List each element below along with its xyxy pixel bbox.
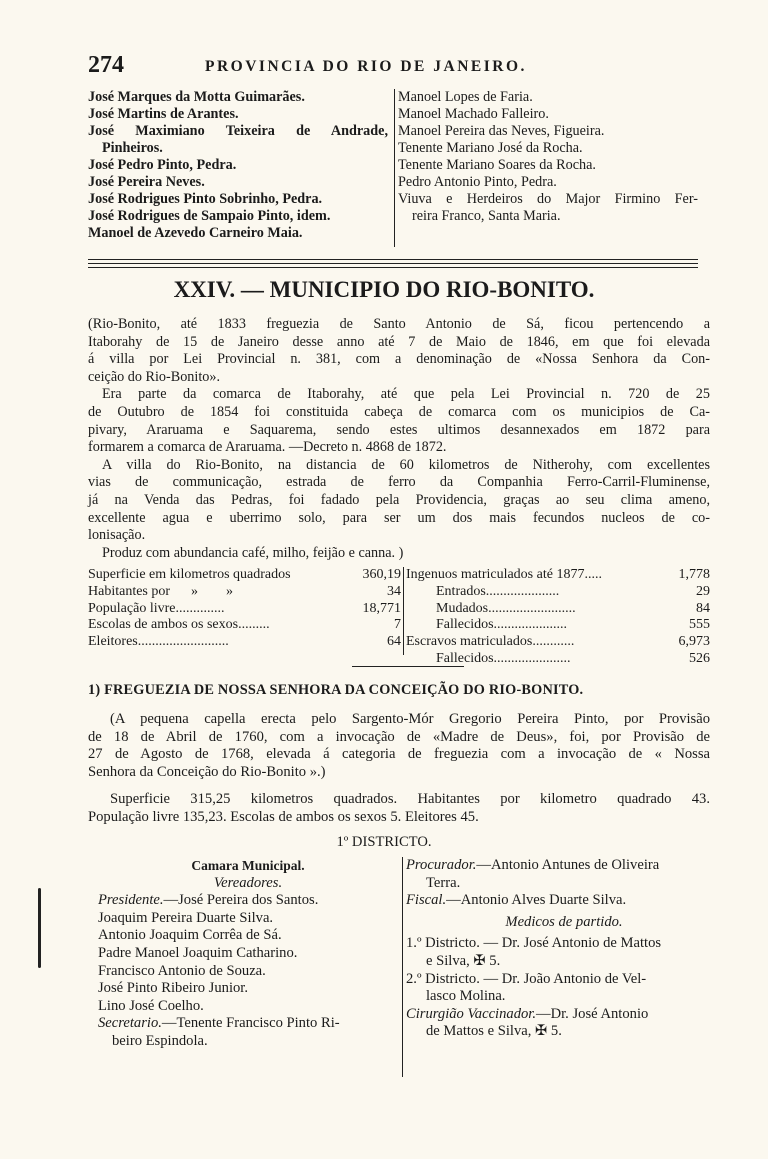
- text-line: ceição do Rio-Bonito».: [88, 368, 220, 385]
- text-line: vias de communicação, estrada de ferro da Companhia Ferro-Carril-Fluminense,: [88, 474, 710, 491]
- stat-row: Mudados......................... 84: [436, 600, 710, 616]
- text-line: 27 de Agosto de 1768, elevada á categoria de freguezia com a invocação de « Nossa: [88, 746, 710, 763]
- stats-left: [88, 567, 401, 651]
- secretary-cont: beiro Espindola.: [112, 1032, 208, 1049]
- running-title: PROVINCIA DO RIO DE JANEIRO.: [205, 58, 527, 75]
- section-intro: [88, 316, 710, 562]
- page-number: 274: [88, 52, 124, 78]
- text-line: Produz com abundancia café, milho, feijão e canna. ): [102, 544, 404, 561]
- list-item: José Rodrigues Pinto Sobrinho, Pedra.: [88, 191, 323, 207]
- district-heading: 1º DISTRICTO.: [336, 834, 432, 850]
- section-title: XXIV. — MUNICIPIO DO RIO-BONITO.: [173, 277, 595, 302]
- stat-row: Superficie em kilometros quadrados 360,19: [88, 567, 401, 582]
- text-line: de 18 de Abril de 1760, com a invocação de «Madre de Deus», foi, por Provisão de: [88, 728, 710, 745]
- list-item: Viuva e Herdeiros do Major Firmino Fer-: [398, 191, 698, 207]
- list-item: Pedro Antonio Pinto, Pedra.: [398, 174, 557, 190]
- procurador: Procurador.—Antonio Antunes de Oliveira: [406, 857, 660, 873]
- medico-2-cont: lasco Molina.: [426, 988, 506, 1005]
- text-line: Itaborahy de 15 de Janeiro desse anno até 7 de Maio de 1846, em que foi elevada: [88, 333, 710, 350]
- text-line: já na Venda das Pedras, foi fadado pela Providencia, graças ao seu clima ameno,: [88, 491, 710, 508]
- text-line: Superficie 315,25 kilometros quadrados. Habitantes por kilometro quadrado 43.: [110, 791, 710, 807]
- list-item: José Maximiano Teixeira de Andrade,: [88, 123, 388, 139]
- fiscal: Fiscal.—Antonio Alves Duarte Silva.: [406, 892, 627, 909]
- text-line: A villa do Rio-Bonito, na distancia de 60 kilometros de Nitherohy, com excellentes: [102, 456, 710, 473]
- stats-divider: [403, 567, 404, 655]
- text-line: lonisação.: [88, 527, 146, 544]
- text-line: População livre 135,23. Escolas de ambos os sexos 5. Eleitores 45.: [88, 808, 479, 825]
- list-item: Manoel Pereira das Neves, Figueira.: [398, 123, 605, 139]
- stat-row: Fallecidos...................... 526: [436, 650, 710, 666]
- list-item: Manoel de Azevedo Carneiro Maia.: [88, 225, 303, 241]
- stat-row: Habitantes por » » 34: [88, 583, 401, 599]
- text-line: de Outubro de 1854 foi constituida cabeça de comarca com os municipios de Ca-: [88, 403, 710, 420]
- list-item: Tenente Mariano Soares da Rocha.: [398, 157, 596, 173]
- text-line: á villa por Lei Provincial n. 381, com a denominação de «Nossa Senhora da Con-: [88, 351, 710, 368]
- stat-row: Escravos matriculados............ 6,973: [406, 634, 710, 650]
- text-line: Senhora da Conceição do Rio-Bonito ».): [88, 763, 326, 780]
- parish-intro: [88, 711, 710, 781]
- procurador-cont: Terra.: [426, 874, 461, 891]
- stat-row: Entrados..................... 29: [436, 583, 710, 599]
- councillors-heading: Vereadores.: [213, 874, 283, 891]
- secretary: Secretario.—Tenente Francisco Pinto Ri-: [98, 1015, 340, 1032]
- stat-row: Eleitores.......................... 64: [88, 634, 401, 650]
- column-divider: [394, 89, 395, 247]
- list-item: Padre Manoel Joaquim Catharino.: [98, 944, 298, 961]
- cirurgiao: Cirurgião Vaccinador.—Dr. José Antonio: [406, 1005, 649, 1022]
- stat-row: Fallecidos..................... 555: [436, 617, 710, 633]
- list-item: José Pinto Ribeiro Junior.: [98, 980, 248, 997]
- text-line: Era parte da comarca de Itaborahy, até que pela Lei Provincial n. 720 de 25: [102, 386, 710, 403]
- list-item: Tenente Mariano José da Rocha.: [398, 140, 583, 156]
- list-item: José Rodrigues de Sampaio Pinto, idem.: [88, 208, 331, 224]
- stats-right: [406, 567, 710, 668]
- text-line: (A pequena capella erecta pelo Sargento-Mór Gregorio Pereira Pinto, por Provisão: [110, 711, 710, 727]
- list-item: Manoel Lopes de Faria.: [398, 89, 533, 105]
- top-list-left: [88, 89, 388, 242]
- stat-row: Ingenuos matriculados até 1877..... 1,778: [406, 567, 710, 582]
- medico-1-cont: e Silva, ✠ 5.: [426, 952, 501, 969]
- list-item: reira Franco, Santa Maria.: [412, 208, 561, 224]
- top-list-right: [398, 89, 698, 225]
- list-item: Manoel Machado Falleiro.: [398, 106, 549, 122]
- list-item: José Pereira Neves.: [88, 174, 205, 190]
- stat-row: População livre.............. 18,771: [88, 600, 401, 616]
- list-item: Francisco Antonio de Souza.: [98, 962, 266, 979]
- list-item: Antonio Joaquim Corrêa de Sá.: [98, 927, 282, 944]
- stat-row: Escolas de ambos os sexos......... 7: [88, 617, 401, 633]
- divider-rule: [88, 263, 698, 264]
- cirurgiao-cont: de Mattos e Silva, ✠ 5.: [426, 1023, 562, 1040]
- list-item: Joaquim Pereira Duarte Silva.: [98, 909, 274, 926]
- short-rule: [352, 666, 464, 667]
- medico-1: 1.º Districto. — Dr. José Antonio de Mattos: [406, 935, 662, 952]
- text-line: pivary, Araruama e Saquarema, sendo estes ultimos desannexados em 1872 para: [88, 421, 710, 438]
- divider-rule: [88, 267, 698, 268]
- list-item: Lino José Coelho.: [98, 997, 204, 1014]
- medicos-heading: Medicos de partido.: [505, 913, 623, 930]
- text-line: formarem a comarca de Araruama. —Decreto n. 4868 de 1872.: [88, 439, 447, 456]
- president: Presidente.—José Pereira dos Santos.: [98, 892, 319, 909]
- officials-divider: [402, 857, 403, 1077]
- officials-right: [406, 857, 722, 1041]
- text-line: excellente agua e uberrimo solo, para ser um dos mais fecundos nucleos de co-: [88, 509, 710, 526]
- list-item: José Martins de Arantes.: [88, 106, 239, 122]
- divider-rule: [88, 259, 698, 260]
- medico-2: 2.º Districto. — Dr. João Antonio de Vel-: [406, 970, 647, 987]
- council-heading: Camara Municipal.: [191, 858, 305, 873]
- text-line: (Rio-Bonito, até 1833 freguezia de Santo Antonio de Sá, ficou pertencendo a: [88, 316, 710, 332]
- parish-stats: [88, 791, 710, 826]
- officials-left: [98, 857, 398, 1051]
- margin-mark: [38, 888, 41, 968]
- list-item: José Marques da Motta Guimarães.: [88, 89, 305, 105]
- list-item: José Pedro Pinto, Pedra.: [88, 157, 237, 173]
- list-item: Pinheiros.: [102, 140, 163, 156]
- parish-heading: 1) FREGUEZIA DE NOSSA SENHORA DA CONCEIÇÃO DO RIO-BONITO.: [88, 682, 584, 698]
